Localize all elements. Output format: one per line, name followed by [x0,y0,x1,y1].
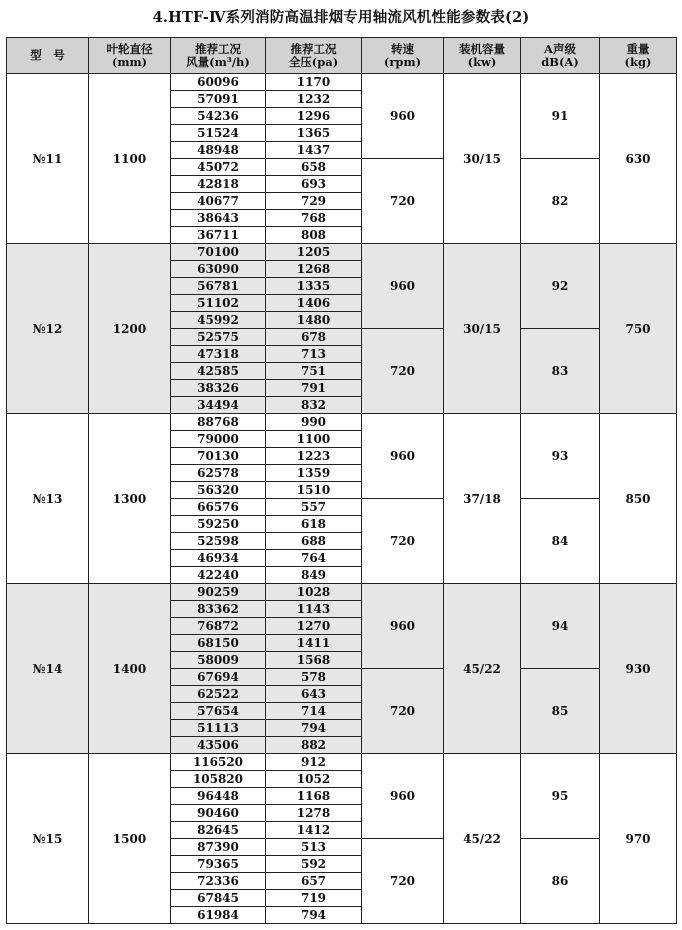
airflow-cell: 90460 [171,805,266,822]
airflow-cell: 43506 [171,737,266,754]
airflow-cell: 46934 [171,550,266,567]
noise-level-cell: 92 [521,244,600,329]
pressure-cell: 832 [266,397,362,414]
airflow-cell: 38326 [171,380,266,397]
airflow-cell: 116520 [171,754,266,771]
pressure-cell: 658 [266,159,362,176]
speed-cell: 960 [362,754,444,839]
speed-cell: 960 [362,584,444,669]
airflow-cell: 88768 [171,414,266,431]
airflow-cell: 42585 [171,363,266,380]
airflow-cell: 82645 [171,822,266,839]
airflow-cell: 54236 [171,108,266,125]
airflow-cell: 45072 [171,159,266,176]
table-row [7,584,677,601]
header-row [7,38,677,74]
table-title: 4.HTF-Ⅳ系列消防高温排烟专用轴流风机性能参数表(2) [152,9,530,26]
pressure-cell: 882 [266,737,362,754]
header-weight: 重量 (kg) [600,38,677,74]
airflow-cell: 105820 [171,771,266,788]
pressure-cell: 1143 [266,601,362,618]
airflow-cell: 57654 [171,703,266,720]
speed-cell: 720 [362,839,444,924]
pressure-cell: 678 [266,329,362,346]
airflow-cell: 42818 [171,176,266,193]
pressure-cell: 1365 [266,125,362,142]
airflow-cell: 52575 [171,329,266,346]
pressure-cell: 1568 [266,652,362,669]
pressure-cell: 1052 [266,771,362,788]
weight-cell: 930 [600,584,677,754]
pressure-cell: 1480 [266,312,362,329]
airflow-cell: 83362 [171,601,266,618]
table-row [7,74,677,91]
airflow-cell: 61984 [171,907,266,924]
airflow-cell: 63090 [171,261,266,278]
pressure-cell: 1223 [266,448,362,465]
airflow-cell: 79000 [171,431,266,448]
pressure-cell: 719 [266,890,362,907]
pressure-cell: 1411 [266,635,362,652]
pressure-cell: 794 [266,720,362,737]
model-cell: №11 [7,74,89,244]
installed-power-cell: 30/15 [444,244,521,414]
airflow-cell: 36711 [171,227,266,244]
pressure-cell: 513 [266,839,362,856]
airflow-cell: 90259 [171,584,266,601]
noise-level-cell: 84 [521,499,600,584]
pressure-cell: 1278 [266,805,362,822]
header-installed-power: 装机容量 (kw) [444,38,521,74]
airflow-cell: 51524 [171,125,266,142]
installed-power-cell: 45/22 [444,754,521,924]
airflow-cell: 62522 [171,686,266,703]
airflow-cell: 87390 [171,839,266,856]
pressure-cell: 693 [266,176,362,193]
pressure-cell: 643 [266,686,362,703]
noise-level-cell: 86 [521,839,600,924]
noise-level-cell: 85 [521,669,600,754]
airflow-cell: 70100 [171,244,266,261]
airflow-cell: 72336 [171,873,266,890]
noise-level-cell: 95 [521,754,600,839]
pressure-cell: 1510 [266,482,362,499]
pressure-cell: 1359 [266,465,362,482]
airflow-cell: 60096 [171,74,266,91]
noise-level-cell: 93 [521,414,600,499]
speed-cell: 720 [362,329,444,414]
airflow-cell: 66576 [171,499,266,516]
airflow-cell: 38643 [171,210,266,227]
pressure-cell: 1205 [266,244,362,261]
pressure-cell: 849 [266,567,362,584]
pressure-cell: 1270 [266,618,362,635]
installed-power-cell: 45/22 [444,584,521,754]
pressure-cell: 578 [266,669,362,686]
pressure-cell: 618 [266,516,362,533]
airflow-cell: 51102 [171,295,266,312]
pressure-cell: 912 [266,754,362,771]
impeller-diameter-cell: 1400 [89,584,171,754]
weight-cell: 850 [600,414,677,584]
pressure-cell: 1268 [266,261,362,278]
airflow-cell: 48948 [171,142,266,159]
header-speed: 转速 (rpm) [362,38,444,74]
airflow-cell: 58009 [171,652,266,669]
pressure-cell: 794 [266,907,362,924]
airflow-cell: 67694 [171,669,266,686]
airflow-cell: 62578 [171,465,266,482]
table-row [7,414,677,431]
airflow-cell: 68150 [171,635,266,652]
impeller-diameter-cell: 1300 [89,414,171,584]
noise-level-cell: 94 [521,584,600,669]
airflow-cell: 34494 [171,397,266,414]
pressure-cell: 1232 [266,91,362,108]
installed-power-cell: 30/15 [444,74,521,244]
pressure-cell: 557 [266,499,362,516]
pressure-cell: 688 [266,533,362,550]
model-cell: №12 [7,244,89,414]
pressure-cell: 768 [266,210,362,227]
header-total-pressure: 推荐工况 全压(pa) [266,38,362,74]
speed-cell: 720 [362,499,444,584]
model-cell: №15 [7,754,89,924]
pressure-cell: 764 [266,550,362,567]
pressure-cell: 592 [266,856,362,873]
airflow-cell: 96448 [171,788,266,805]
weight-cell: 630 [600,74,677,244]
pressure-cell: 1406 [266,295,362,312]
pressure-cell: 1335 [266,278,362,295]
pressure-cell: 990 [266,414,362,431]
header-impeller-diameter: 叶轮直径 (mm) [89,38,171,74]
pressure-cell: 808 [266,227,362,244]
pressure-cell: 657 [266,873,362,890]
impeller-diameter-cell: 1500 [89,754,171,924]
airflow-cell: 56320 [171,482,266,499]
pressure-cell: 791 [266,380,362,397]
pressure-cell: 1296 [266,108,362,125]
airflow-cell: 42240 [171,567,266,584]
pressure-cell: 1437 [266,142,362,159]
airflow-cell: 59250 [171,516,266,533]
speed-cell: 720 [362,669,444,754]
airflow-cell: 51113 [171,720,266,737]
airflow-cell: 57091 [171,91,266,108]
airflow-cell: 79365 [171,856,266,873]
airflow-cell: 67845 [171,890,266,907]
impeller-diameter-cell: 1200 [89,244,171,414]
speed-cell: 960 [362,74,444,159]
pressure-cell: 1412 [266,822,362,839]
weight-cell: 750 [600,244,677,414]
noise-level-cell: 82 [521,159,600,244]
speed-cell: 720 [362,159,444,244]
noise-level-cell: 91 [521,74,600,159]
airflow-cell: 70130 [171,448,266,465]
impeller-diameter-cell: 1100 [89,74,171,244]
model-cell: №13 [7,414,89,584]
pressure-cell: 714 [266,703,362,720]
weight-cell: 970 [600,754,677,924]
pressure-cell: 1170 [266,74,362,91]
header-airflow: 推荐工况 风量(m³/h) [171,38,266,74]
header-noise-level: A声级 dB(A) [521,38,600,74]
speed-cell: 960 [362,414,444,499]
airflow-cell: 45992 [171,312,266,329]
table-row [7,244,677,261]
pressure-cell: 729 [266,193,362,210]
installed-power-cell: 37/18 [444,414,521,584]
pressure-cell: 713 [266,346,362,363]
pressure-cell: 751 [266,363,362,380]
table-row [7,754,677,771]
speed-cell: 960 [362,244,444,329]
model-cell: №14 [7,584,89,754]
performance-table [6,37,677,924]
airflow-cell: 52598 [171,533,266,550]
pressure-cell: 1100 [266,431,362,448]
pressure-cell: 1168 [266,788,362,805]
pressure-cell: 1028 [266,584,362,601]
airflow-cell: 40677 [171,193,266,210]
airflow-cell: 47318 [171,346,266,363]
header-model: 型 号 [7,38,89,74]
airflow-cell: 76872 [171,618,266,635]
noise-level-cell: 83 [521,329,600,414]
airflow-cell: 56781 [171,278,266,295]
